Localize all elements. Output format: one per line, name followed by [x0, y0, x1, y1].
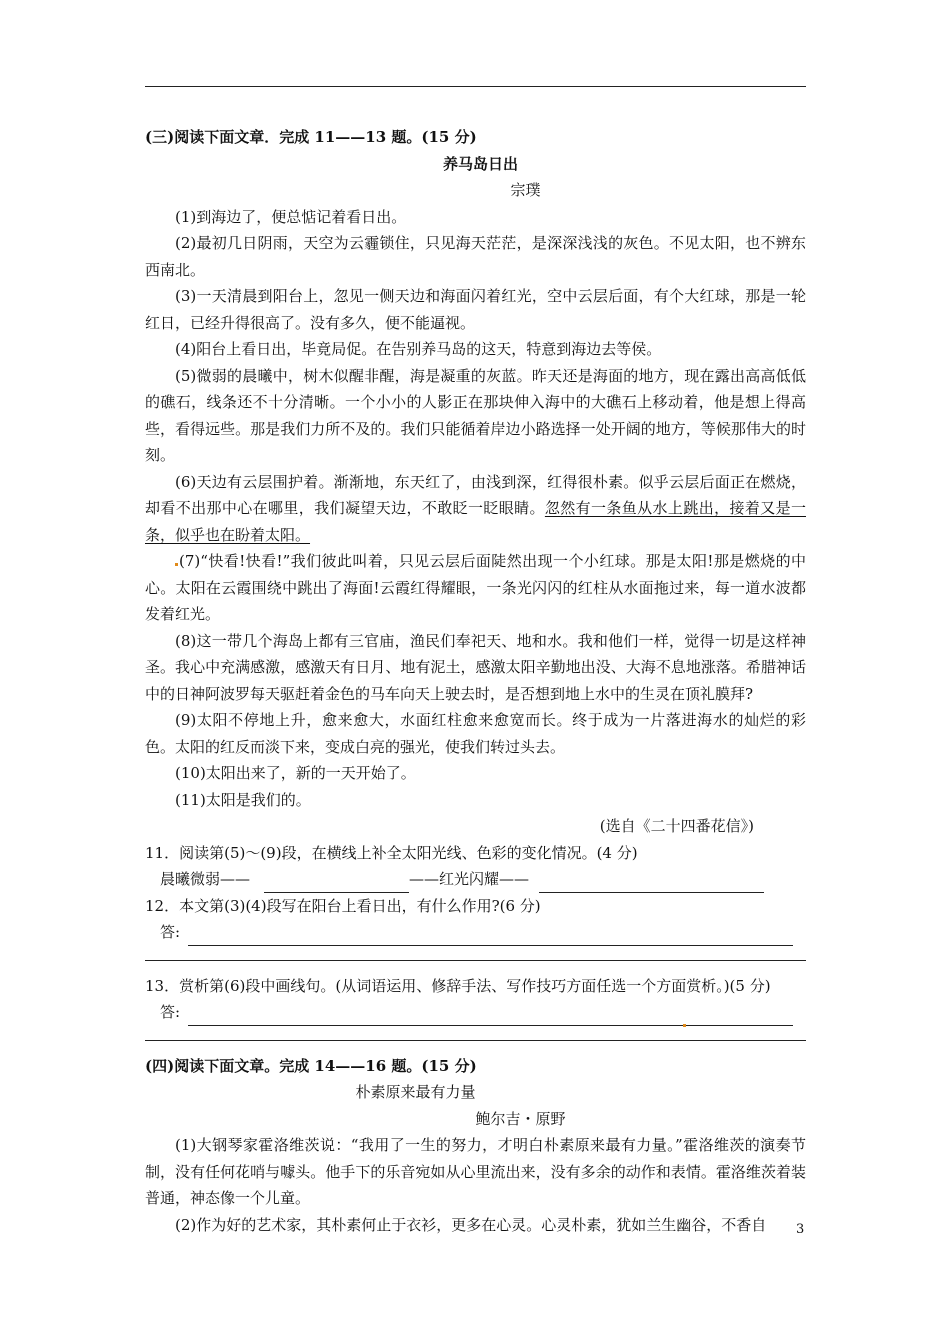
page-number: 3 — [796, 1222, 805, 1237]
paragraph-6 — [145, 469, 806, 549]
q11-blank-1[interactable] — [264, 874, 409, 893]
question-11-answer — [145, 866, 806, 893]
q12-answer-label: 答: — [160, 923, 181, 941]
section3-heading: (三)阅读下面文章．完成 11——13 题。(15 分) — [145, 128, 477, 146]
question-13-answer — [145, 999, 806, 1026]
q13-blank[interactable] — [188, 1007, 793, 1026]
paragraph-6-text: (6)天边有云层围护着。渐渐地，东天红了，由浅到深，红得很朴素。似乎云层后面正在燃烧，却看不出那中心在哪里，我们凝望天边，不敢眨一眨眼睛。 — [145, 472, 806, 517]
article2-paragraph-2: (2)作为好的艺术家，其朴素何止于衣衫，更多在心灵。心灵朴素，犹如兰生幽谷，不香自 — [175, 1215, 767, 1234]
paragraph-3: (3)一天清晨到阳台上，忽见一侧天边和海面闪着红光，空中云层后面，有个大红球，那是一轮红日，已经升得很高了。没有多久，便不能逼视。 — [145, 287, 806, 332]
header-rule — [145, 86, 806, 87]
article2-paragraph-1: (1)大钢琴家霍洛维茨说：“我用了一生的努力，才明白朴素原来最有力量。”霍洛维茨的演奏节制，没有任何花哨与噱头。他手下的乐音宛如从心里流出来，没有多余的动作和表情。霍洛维茨着装普通，神态像一个儿童。 — [145, 1136, 806, 1207]
paragraph-11: (11)太阳是我们的。 — [175, 790, 311, 809]
paragraph-2: (2)最初几日阴雨，天空为云霾锁住，只见海天茫茫，是深深浅浅的灰色。不见太阳，也不辨东西南北。 — [145, 234, 806, 279]
article2-title: 朴素原来最有力量 — [355, 1083, 476, 1101]
paragraph-1: (1)到海边了，便总惦记着看日出。 — [175, 207, 407, 226]
article-title: 养马岛日出 — [442, 154, 518, 173]
q13-blank-2[interactable] — [145, 1026, 806, 1041]
paragraph-10: (10)太阳出来了，新的一天开始了。 — [175, 764, 416, 782]
paragraph-7-text: (7)“快看!快看!”我们彼此叫着，只见云层后面陡然出现一个小红球。那是太阳!那是燃烧的中心。太阳在云霞围绕中跳出了海面!云霞红得耀眼，一条光闪闪的红柱从水面拖过来，每一道水波都发着红光。 — [145, 552, 806, 623]
question-11: 11．阅读第(5)～(9)段，在横线上补全太阳光线、色彩的变化情况。(4 分) — [145, 843, 638, 862]
article-author: 宗璞 — [510, 181, 541, 199]
q12-blank[interactable] — [188, 927, 793, 946]
orange-dot-mark-2 — [683, 1024, 686, 1027]
q13-answer-label: 答: — [160, 1003, 181, 1021]
paragraph-5: (5)微弱的晨曦中，树木似醒非醒，海是凝重的灰蓝。昨天还是海面的地方，现在露出高高低低的礁石，线条还不十分清晰。一个小小的人影正在那块伸入海中的大礁石上移动着，他是想上得高些，看得远些。那是我们力所不及的。我们只能循着岸边小路选择一处开阔的地方，等候那伟大的时刻。 — [145, 366, 806, 464]
q11-mid-label: ——红光闪耀—— — [409, 870, 530, 888]
question-13: 13．赏析第(6)段中画线句。(从词语运用、修辞手法、写作技巧方面任选一个方面赏析。)(5 分) — [145, 976, 771, 995]
paragraph-4: (4)阳台上看日出，毕竟局促。在告别养马岛的这天，特意到海边去等侯。 — [175, 340, 662, 358]
orange-dot-mark — [175, 563, 178, 566]
section4-heading: (四)阅读下面文章。完成 14——16 题。(15 分) — [145, 1056, 477, 1075]
document-body — [145, 124, 806, 1238]
source-citation: (选自《二十四番花信》) — [599, 817, 754, 835]
question-12-answer — [145, 919, 806, 946]
paragraph-9: (9)太阳不停地上升，愈来愈大，水面红柱愈来愈宽而长。终于成为一片落进海水的灿烂的彩色。太阳的红反而淡下来，变成白亮的强光，使我们转过头去。 — [145, 711, 806, 756]
underlined-sentence: 忽然有一条鱼从水上跳出，接着又是一条，似乎也在盼着太阳。 — [145, 499, 806, 544]
q12-blank-2[interactable] — [145, 946, 806, 961]
paragraph-8: (8)这一带几个海岛上都有三官庙，渔民们奉祀天、地和水。我和他们一样，觉得一切是这样神圣。我心中充满感激，感激天有日月、地有泥土，感激太阳辛勤地出没、大海不息地涨落。希腊神话中的日神阿波罗每天驱赶着金色的马车向天上驶去时，是否想到地上水中的生灵在顶礼膜拜? — [145, 631, 806, 703]
paragraph-7 — [145, 548, 806, 628]
article2-author: 鲍尔吉・原野 — [475, 1109, 566, 1128]
question-12: 12．本文第(3)(4)段写在阳台上看日出，有什么作用?(6 分) — [145, 896, 541, 915]
q11-start-label: 晨曦微弱—— — [160, 870, 251, 888]
q11-blank-2[interactable] — [539, 874, 764, 893]
